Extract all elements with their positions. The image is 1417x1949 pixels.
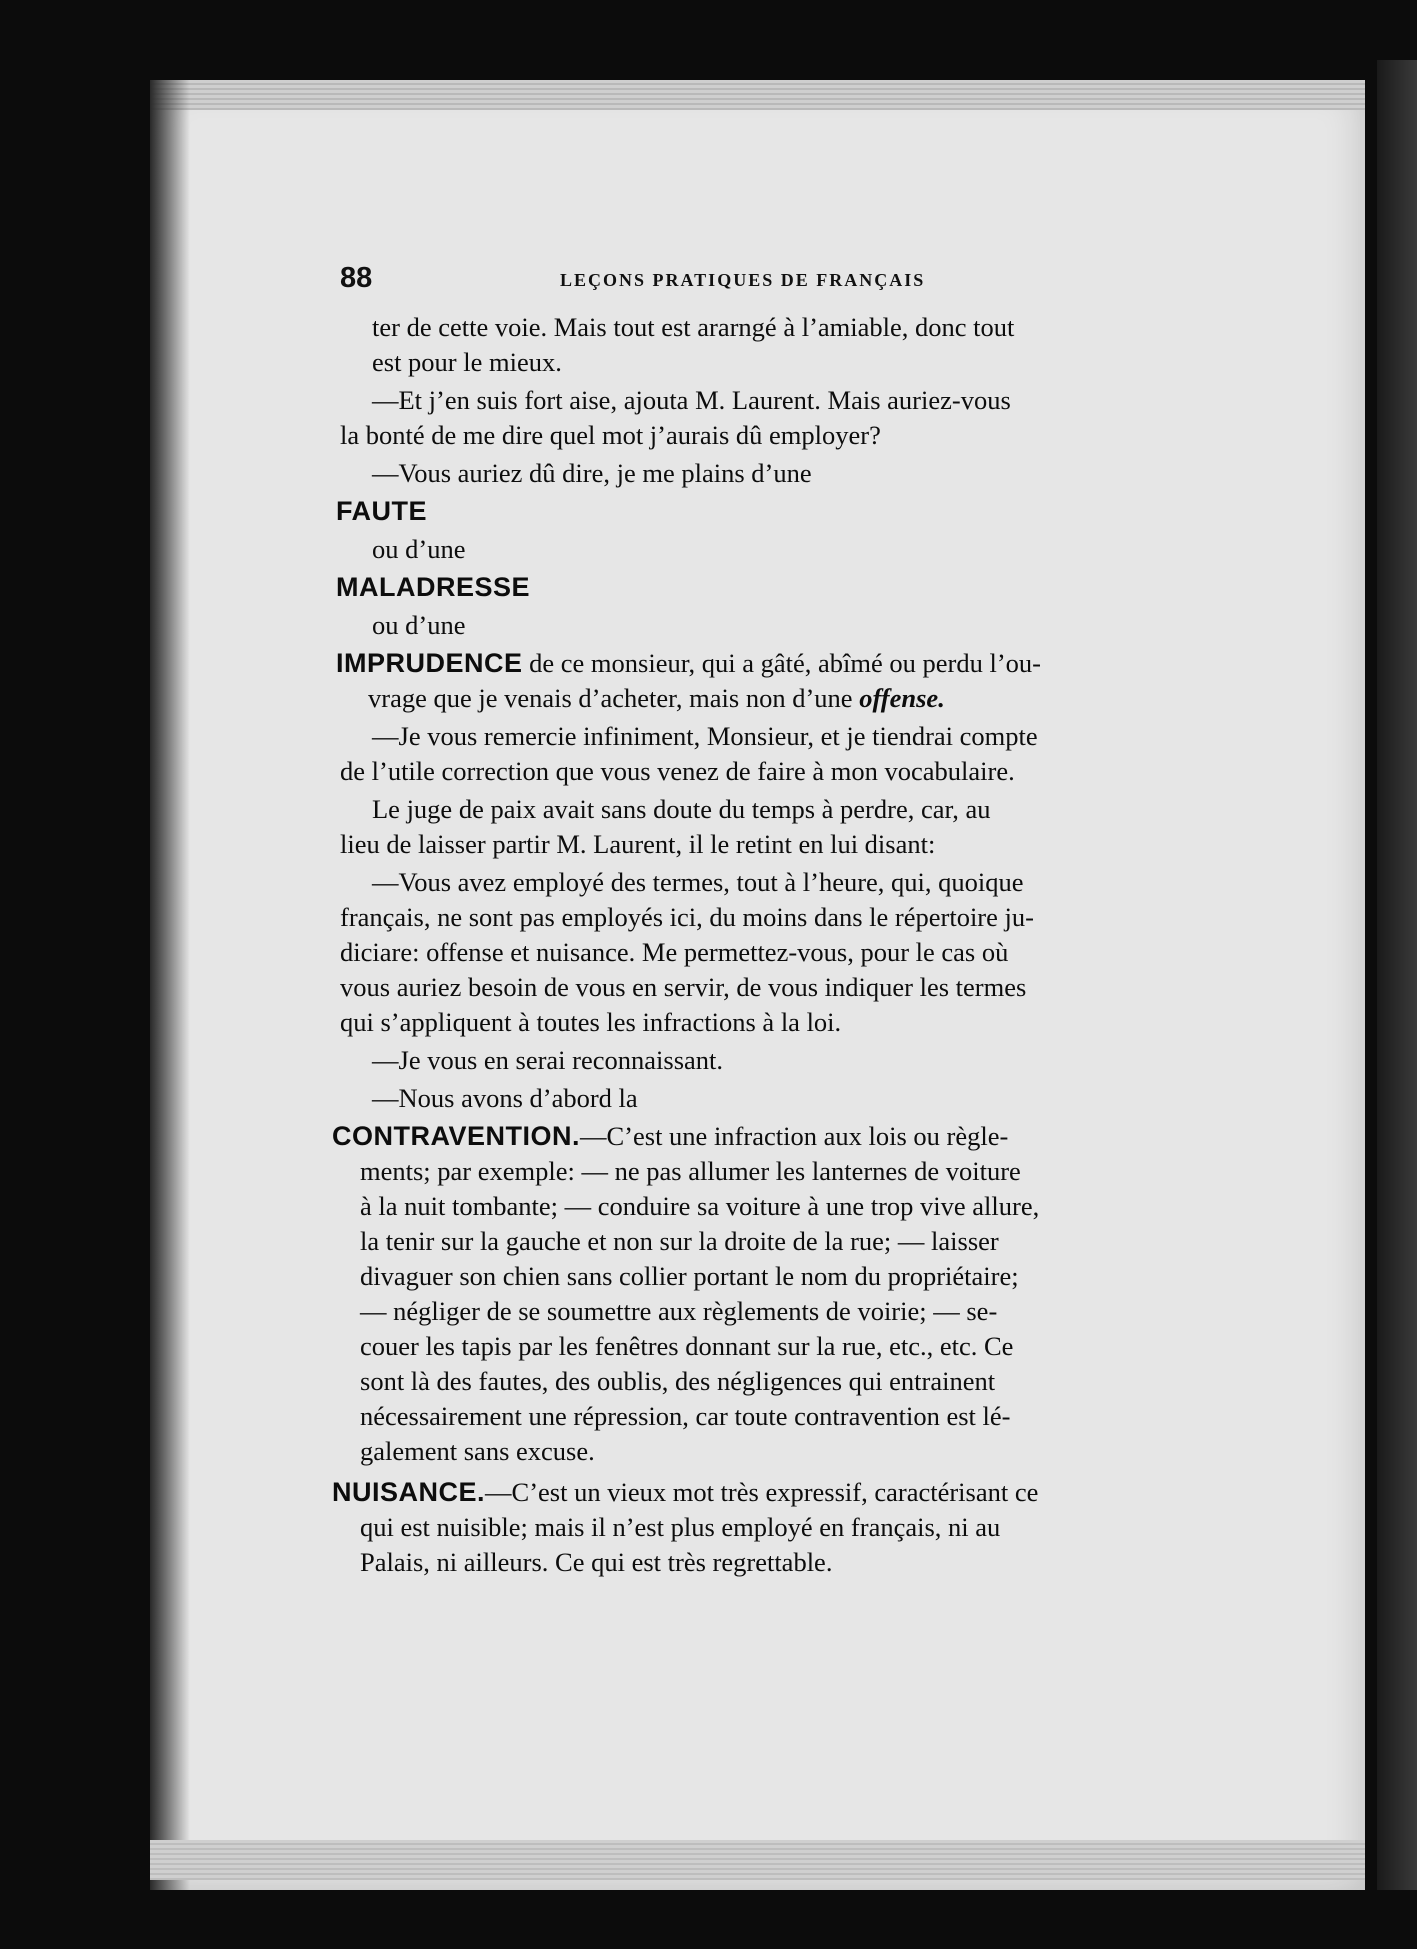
text-line: ter de cette voie. Mais tout est ararngé à l’amiable, donc tout	[372, 312, 1015, 342]
text-span: de ce monsieur, qui a gâté, abîmé ou perdu l’ou-	[522, 648, 1041, 678]
running-head	[340, 262, 1280, 302]
text-line: est pour le mieux.	[372, 347, 562, 377]
text-line: la bonté de me dire quel mot j’aurais dû employer?	[340, 420, 881, 450]
text-span: —C’est un vieux mot très expressif, caractérisant ce	[485, 1477, 1039, 1507]
term-heading: IMPRUDENCE	[336, 648, 523, 678]
or-line: ou d’une	[372, 610, 466, 640]
paragraph	[340, 719, 1170, 789]
term-heading: MALADRESSE	[336, 572, 531, 602]
text-line: qui s’appliquent à toutes les infractions à la loi.	[340, 1007, 842, 1037]
text-line: Le juge de paix avait sans doute du temps à perdre, car, au	[372, 794, 991, 824]
text-line: à la nuit tombante; — conduire sa voiture à une trop vive allure,	[360, 1191, 1040, 1221]
text-line: — négliger de se soumettre aux règlements de voirie; — se-	[360, 1296, 998, 1326]
term-heading: NUISANCE.	[332, 1477, 486, 1507]
text-line: la tenir sur la gauche et non sur la droite de la rue; — laisser	[360, 1226, 999, 1256]
paragraph	[340, 383, 1170, 453]
text-line: —Vous avez employé des termes, tout à l’heure, qui, quoique	[372, 867, 1024, 897]
text-span: vrage que je venais d’acheter, mais non d’une	[368, 683, 860, 713]
text-line: qui est nuisible; mais il n’est plus employé en français, ni au	[360, 1512, 1001, 1542]
paragraph	[340, 792, 1170, 862]
term-nuisance	[332, 1475, 1170, 1580]
page-gutter	[1365, 60, 1377, 1890]
text-line: ments; par exemple: — ne pas allumer les lanternes de voiture	[360, 1156, 1021, 1186]
term-imprudence	[336, 646, 1170, 716]
term-maladresse	[336, 570, 1170, 605]
paragraph	[340, 865, 1170, 1040]
text-line: nécessairement une répression, car toute contravention est lé-	[360, 1401, 1011, 1431]
text-line: —Et j’en suis fort aise, ajouta M. Laurent. Mais auriez-vous	[372, 385, 1011, 415]
spine-shadow	[150, 80, 190, 1890]
text-span: —C’est une infraction aux lois ou règle-	[580, 1121, 1009, 1151]
term-contravention	[332, 1119, 1170, 1469]
page-edge-bottom	[150, 1840, 1365, 1880]
page-edge-top	[150, 80, 1365, 110]
text-line: lieu de laisser partir M. Laurent, il le retint en lui disant:	[340, 829, 936, 859]
term-heading: FAUTE	[336, 496, 428, 526]
text-line: galement sans excuse.	[360, 1436, 595, 1466]
paragraph	[340, 1081, 1170, 1116]
page-number: 88	[340, 262, 373, 294]
text-line: diciare: offense et nuisance. Me permettez-vous, pour le cas où	[340, 937, 1009, 967]
italic-word: offense.	[859, 683, 945, 713]
term-faute	[336, 494, 1170, 529]
text-line: Palais, ni ailleurs. Ce qui est très regrettable.	[360, 1547, 833, 1577]
text-line: —Nous avons d’abord la	[372, 1083, 638, 1113]
or-line: ou d’une	[372, 534, 466, 564]
text-line: sont là des fautes, des oublis, des négligences qui entrainent	[360, 1366, 996, 1396]
text-line: de l’utile correction que vous venez de faire à mon vocabulaire.	[340, 756, 1015, 786]
paragraph	[340, 310, 1170, 380]
page-text	[332, 310, 1170, 1583]
text-line: —Je vous en serai reconnaissant.	[372, 1045, 724, 1075]
term-heading: CONTRAVENTION.	[332, 1121, 580, 1151]
text-line: —Vous auriez dû dire, je me plains d’une	[372, 458, 812, 488]
text-line: couer les tapis par les fenêtres donnant sur la rue, etc., etc. Ce	[360, 1331, 1014, 1361]
running-title: LEÇONS PRATIQUES DE FRANÇAIS	[560, 270, 926, 290]
text-line: divaguer son chien sans collier portant le nom du propriétaire;	[360, 1261, 1019, 1291]
text-line: —Je vous remercie infiniment, Monsieur, et je tiendrai compte	[372, 721, 1038, 751]
text-line: vous auriez besoin de vous en servir, de vous indiquer les termes	[340, 972, 1027, 1002]
text-line: français, ne sont pas employés ici, du moins dans le répertoire ju-	[340, 902, 1034, 932]
facing-page-edge	[1377, 60, 1417, 1890]
paragraph	[340, 456, 1170, 491]
paragraph	[340, 1043, 1170, 1078]
